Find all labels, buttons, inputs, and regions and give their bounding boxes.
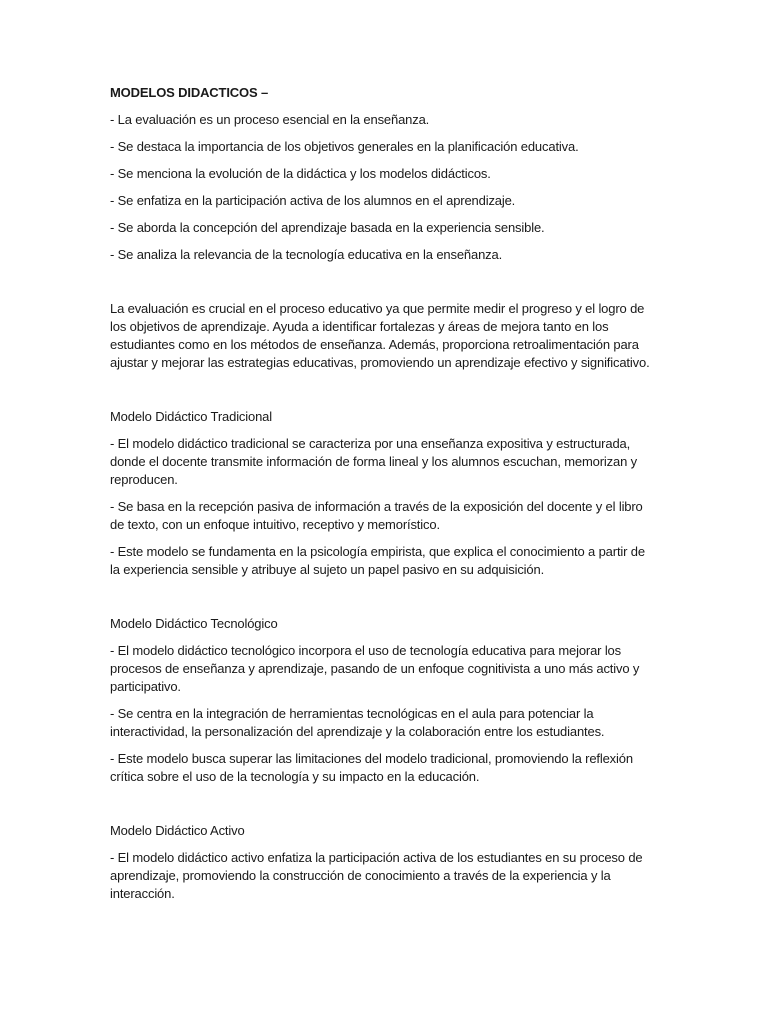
document-page <box>110 84 658 912</box>
summary-bullet: - Se menciona la evolución de la didáctica y los modelos didácticos. <box>110 166 491 181</box>
section-bullet: - Se basa en la recepción pasiva de información a través de la exposición del docente y el libro de texto, con un enfoque intuitivo, receptivo y memorístico. <box>110 499 643 532</box>
section-bullet: - Este modelo se fundamenta en la psicología empirista, que explica el conocimiento a partir de la experiencia sensible y atribuye al sujeto un papel pasivo en su adquisición. <box>110 544 645 577</box>
section-heading: Modelo Didáctico Tradicional <box>110 409 272 424</box>
section-spacer <box>110 273 658 300</box>
intro-paragraph: La evaluación es crucial en el proceso educativo ya que permite medir el progreso y el logro de los objetivos de aprendizaje. Ayuda a identificar fortalezas y áreas de mejora tanto en los estudiantes como en los métodos de enseñanza. Además, proporciona retroalimentación para ajustar y mejorar las estrategias educativas, promoviendo un aprendizaje efectivo y significativo. <box>110 301 650 370</box>
section-heading: Modelo Didáctico Activo <box>110 823 245 838</box>
section-technological-model <box>110 615 658 786</box>
section-active-model <box>110 822 658 903</box>
summary-bullet: - Se destaca la importancia de los objetivos generales en la planificación educativa. <box>110 139 579 154</box>
summary-bullet: - La evaluación es un proceso esencial en la enseñanza. <box>110 112 430 127</box>
section-spacer <box>110 381 658 408</box>
section-spacer <box>110 795 658 822</box>
section-bullet: - Este modelo busca superar las limitaciones del modelo tradicional, promoviendo la reflexión crítica sobre el uso de la tecnología y su impacto en la educación. <box>110 751 633 784</box>
document-title: MODELOS DIDACTICOS – <box>110 85 269 100</box>
section-spacer <box>110 588 658 615</box>
section-bullet: - El modelo didáctico tradicional se caracteriza por una enseñanza expositiva y estructurada, donde el docente transmite información de forma lineal y los alumnos escuchan, memorizan y reproducen. <box>110 436 637 487</box>
summary-bullet: - Se enfatiza en la participación activa de los alumnos en el aprendizaje. <box>110 193 516 208</box>
summary-bullet: - Se aborda la concepción del aprendizaje basada en la experiencia sensible. <box>110 220 545 235</box>
section-traditional-model <box>110 408 658 579</box>
section-heading: Modelo Didáctico Tecnológico <box>110 616 278 631</box>
section-bullet: - El modelo didáctico tecnológico incorpora el uso de tecnología educativa para mejorar los procesos de enseñanza y aprendizaje, pasando de un enfoque cognitivista a uno más activo y participativo. <box>110 643 640 694</box>
summary-bullet: - Se analiza la relevancia de la tecnología educativa en la enseñanza. <box>110 247 503 262</box>
section-bullet: - Se centra en la integración de herramientas tecnológicas en el aula para potenciar la interactividad, la personalización del aprendizaje y la colaboración entre los estudiantes. <box>110 706 605 739</box>
section-bullet: - El modelo didáctico activo enfatiza la participación activa de los estudiantes en su proceso de aprendizaje, promoviendo la construcción de conocimiento a través de la experiencia y la interacción. <box>110 850 643 901</box>
